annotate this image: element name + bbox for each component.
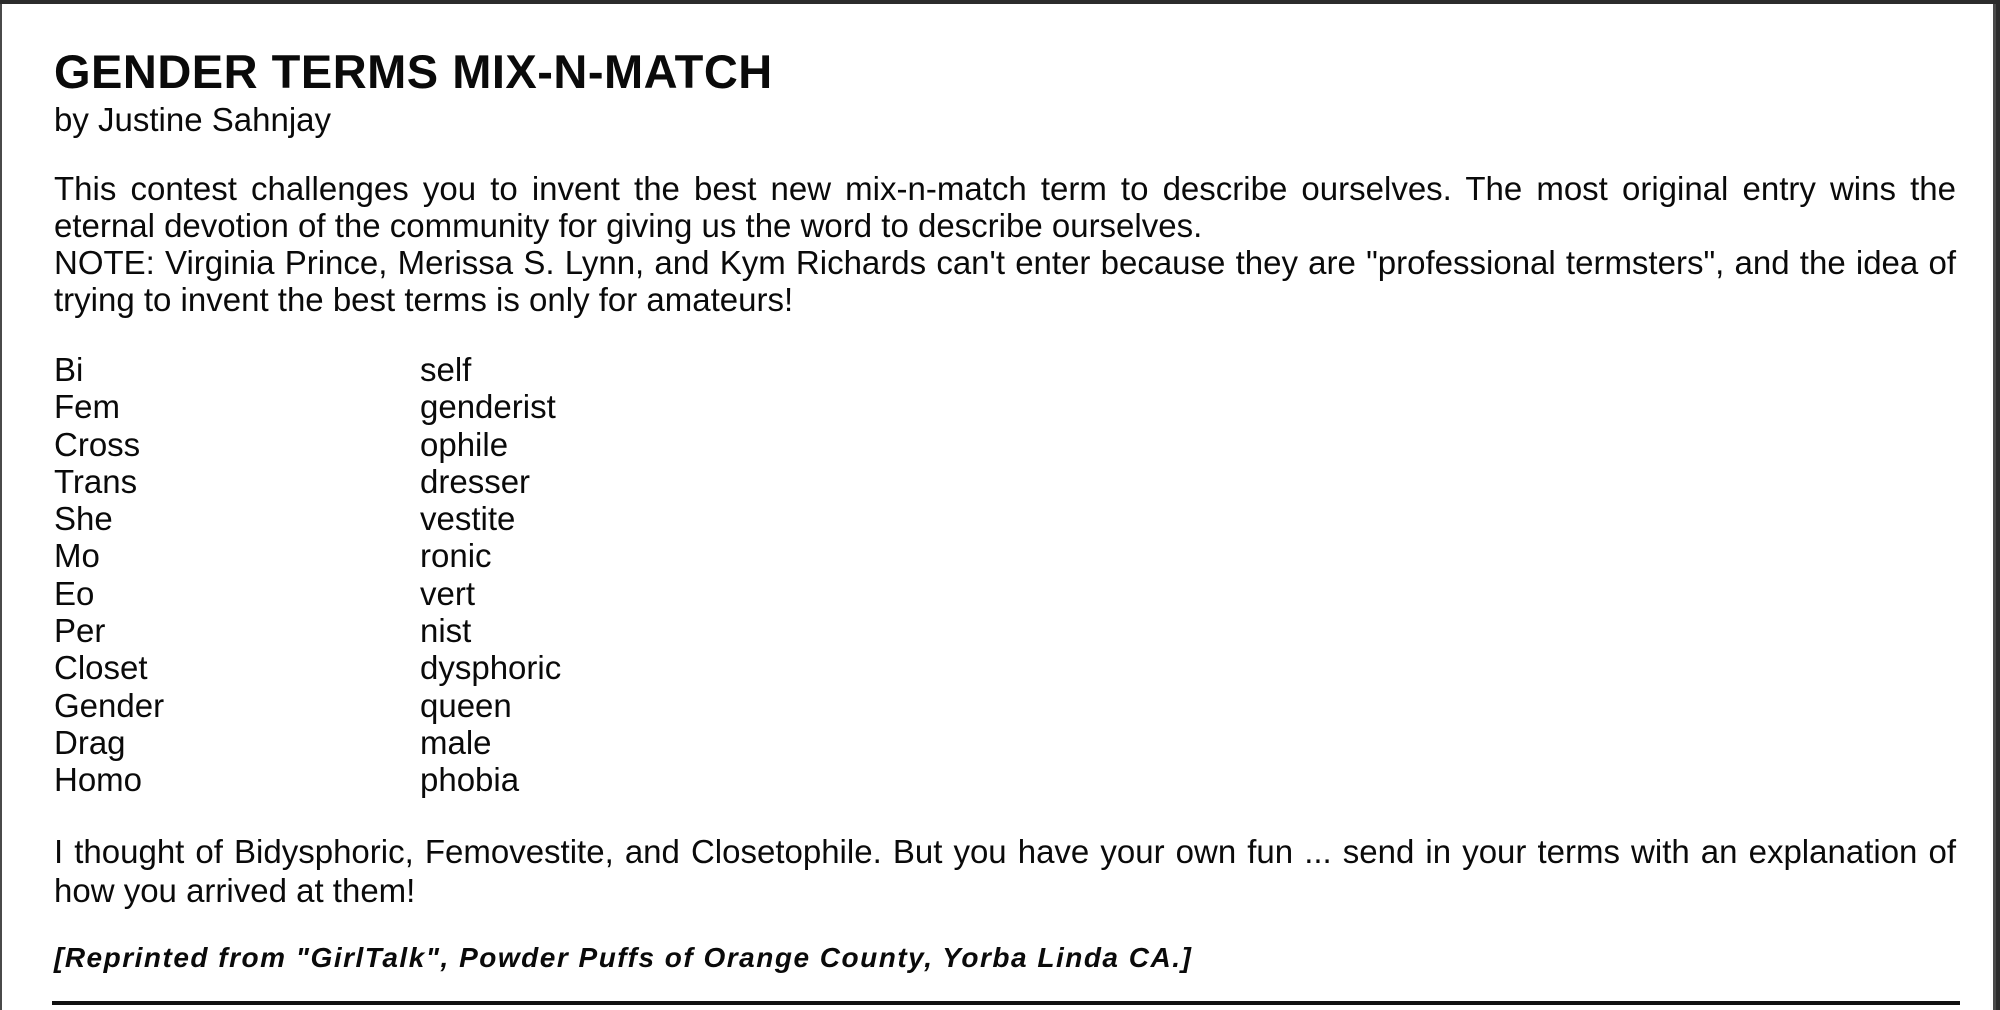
term-row [54, 612, 1958, 649]
term-suffix: queen [420, 686, 512, 724]
term-suffix: self [420, 351, 472, 388]
bottom-rule [52, 1001, 1960, 1005]
term-prefix: She [54, 500, 113, 538]
term-suffix: genderist [420, 388, 556, 426]
term-prefix: Per [54, 612, 106, 650]
term-suffix: ronic [420, 537, 492, 575]
term-row [54, 388, 1958, 425]
reprint-citation: [Reprinted from "GirlTalk", Powder Puffs of Orange County, Yorba Linda CA.] [54, 941, 1193, 973]
term-row [54, 537, 1958, 574]
intro-paragraph: This contest challenges you to invent the best new mix-n-match term to describe ourselves. The most original entry wins the eternal devotion of the community for giving us the word to describe ourselves. [54, 170, 1956, 244]
article-title: GENDER TERMS MIX-N-MATCH [54, 45, 773, 98]
byline: by Justine Sahnjay [54, 101, 332, 138]
term-suffix: vestite [420, 500, 516, 538]
term-suffix: phobia [420, 761, 520, 799]
article [54, 44, 1958, 976]
term-row [54, 724, 1958, 761]
term-suffix: ophile [420, 425, 509, 463]
term-prefix: Cross [54, 425, 141, 463]
intro-section [54, 170, 1956, 318]
note-paragraph: NOTE: Virginia Prince, Merissa S. Lynn, and Kym Richards can't enter because they are "professional termsters", and the idea of trying to invent the best terms is only for amateurs! [54, 244, 1956, 318]
term-suffix: dysphoric [420, 649, 562, 687]
term-row [54, 351, 1958, 388]
term-prefix: Homo [54, 761, 143, 799]
term-prefix: Eo [54, 574, 95, 612]
term-prefix: Gender [54, 686, 165, 724]
closing-section [54, 832, 1956, 910]
closing-paragraph: I thought of Bidysphoric, Femovestite, and Closetophile. But you have your own fun ... send in your terms with an explanation of how you arrived at them! [54, 832, 1956, 909]
term-suffix: vert [420, 574, 476, 612]
term-suffix: nist [420, 612, 472, 650]
term-prefix: Mo [54, 537, 100, 575]
term-prefix: Bi [54, 351, 84, 388]
term-prefix: Drag [54, 723, 126, 761]
term-suffix: male [420, 723, 492, 761]
term-row [54, 575, 1958, 612]
document-page [0, 4, 1996, 1010]
term-row [54, 761, 1958, 798]
term-suffix: dresser [420, 462, 531, 500]
term-prefix: Closet [54, 649, 148, 687]
term-row [54, 500, 1958, 537]
term-row [54, 426, 1958, 463]
term-row [54, 649, 1958, 686]
term-prefix: Fem [54, 388, 120, 426]
term-prefix: Trans [54, 462, 138, 500]
terms-list [54, 351, 1958, 799]
term-row [54, 687, 1958, 724]
term-row [54, 463, 1958, 500]
